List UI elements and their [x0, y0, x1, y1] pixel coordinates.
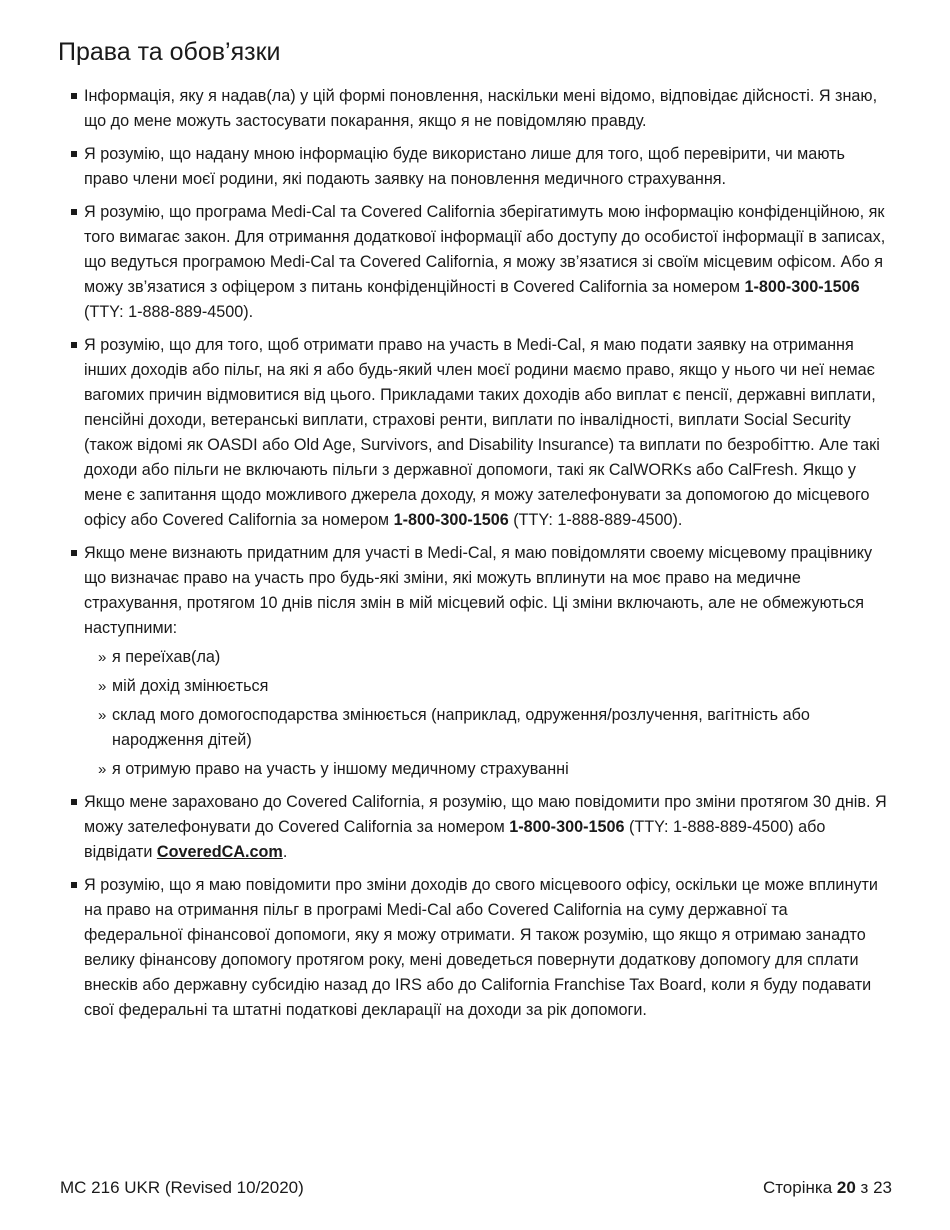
phone-number: 1-800-300-1506 — [393, 511, 509, 529]
sublist-item-text: я отримую право на участь у іншому медичному страхуванні — [112, 760, 569, 778]
bullet-text: Якщо мене визнають придатним для участі в Medi-Cal, я маю повідомляти своему місцевому працівнику що визначає право на участь про будь-які зміни, які можуть вплинути на моє право на медичне страхування, протягом 10 днів після змін в мій місцевий офіс. Ці зміни включають, але не обмежуються наступними: — [84, 544, 873, 637]
sublist-item — [84, 757, 890, 782]
square-bullet-icon — [71, 799, 77, 805]
list-item — [58, 790, 890, 865]
list-item — [58, 873, 890, 1023]
bullet-text: Інформація, яку я надав(ла) у цій формі поновлення, наскільки мені відомо, відповідає дійсності. Я знаю, що до мене можуть застосувати покарання, якщо я не повідомляю правду. — [84, 87, 878, 130]
page-number — [763, 1178, 892, 1198]
bullet-text: Я розумію, що для того, щоб отримати право на участь в Medi-Cal, я маю подати заявку на отримання інших доходів або пільг, на які я або будь-який член моєї родини маємо право, якщо у нього чи неї немає вагомих причин відмовитися від цього. Прикладами таких доходів або виплат є пенсії, державні виплати, пенсійні доходи, ветеранські виплати, страхові ренти, виплати по інвалідності, виплати Social Security (також відомі як OASDI або Old Age, Survivors, and Disability Insurance) та виплати по безробіттю. Але такі доходи або пільги не включають пільги з державної допомоги, такі як CalWORKs або CalFresh. Якщо у мене є запитання щодо можливого джерела доходу, я можу зателефонувати за допомогою до місцевого офісу або Covered California за номером — [84, 336, 880, 529]
page-footer — [60, 1178, 892, 1198]
square-bullet-icon — [71, 151, 77, 157]
rights-list — [58, 84, 890, 1023]
page-current: 20 — [836, 1178, 856, 1197]
bullet-text: Я розумію, що надану мною інформацію буде використано лише для того, щоб перевірити, чи мають право члени моєї родини, які подають заявку на поновлення медичного страхування. — [84, 145, 845, 188]
bullet-text: Якщо мене зараховано до Covered California, я розумію, що маю повідомити про зміни протягом 30 днів. Я можу зателефонувати до Covered California за номером — [84, 793, 887, 836]
bullet-text: Я розумію, що я маю повідомити про зміни доходів до свого місцевоого офісу, оскільки це може вплинути на право на отримання пільг в програмі Medi-Cal або Covered California на суму державної та федеральної фінансової допомоги, яку я можу отримати. Я також розумію, що якщо я отримаю занадто велику фінансову допомогу протягом року, мені доведеться повернути додаткову допомогу для сплати внесків або державну субсидію назад до IRS або до California Franchise Tax Board, коли я буду подавати свої федеральні та штатні податкові декларації на доходи за рік допомоги. — [84, 876, 878, 1019]
section-title: Права та обов’язки — [58, 38, 281, 66]
coveredca-link[interactable]: CoveredCA.com — [156, 843, 283, 861]
bullet-text: (TTY: 1-888-889-4500) або відвідати — [84, 818, 826, 861]
sublist-item — [84, 645, 890, 670]
bullet-text: (TTY: 1-888-889-4500). — [508, 511, 683, 529]
double-chevron-icon: » — [98, 761, 107, 778]
list-item — [58, 200, 890, 325]
sublist-item-text: склад мого домогосподарства змінюється (наприклад, одруження/розлучення, вагітність або народження дітей) — [112, 706, 810, 749]
phone-number: 1-800-300-1506 — [509, 818, 625, 836]
sublist-item — [84, 674, 890, 699]
square-bullet-icon — [71, 550, 77, 556]
sublist-item — [84, 703, 890, 753]
square-bullet-icon — [71, 342, 77, 348]
square-bullet-icon — [71, 882, 77, 888]
square-bullet-icon — [71, 209, 77, 215]
list-item — [58, 333, 890, 533]
double-chevron-icon: » — [98, 649, 107, 666]
sublist-item-text: мій дохід змінюється — [112, 677, 269, 695]
list-item — [58, 541, 890, 782]
phone-number: 1-800-300-1506 — [744, 278, 860, 296]
double-chevron-icon: » — [98, 707, 107, 724]
sublist-item-text: я переїхав(ла) — [112, 648, 221, 666]
changes-sublist — [84, 645, 890, 782]
page-label: Сторінка — [762, 1178, 833, 1197]
document-page — [58, 36, 890, 1031]
page-total: 23 — [873, 1178, 892, 1197]
form-id: MC 216 UKR (Revised 10/2020) — [60, 1178, 304, 1197]
square-bullet-icon — [71, 93, 77, 99]
page-of: з — [860, 1178, 869, 1197]
list-item — [58, 142, 890, 192]
bullet-text: . — [282, 843, 288, 861]
list-item — [58, 84, 890, 134]
double-chevron-icon: » — [98, 678, 107, 695]
bullet-text: Я розумію, що програма Medi-Cal та Covered California зберігатимуть мою інформацію конфіденційною, як того вимагає закон. Для отримання додаткової інформації або доступу до особистої інформації в записах, що ведуться програмою Medi-Cal та Covered California, я можу зв’язатися зі своїм місцевим офісом. Або я можу зв’язатися з офіцером з питань конфіденційності в Covered California за номером — [84, 203, 886, 296]
bullet-text: (TTY: 1-888-889-4500). — [84, 303, 254, 321]
